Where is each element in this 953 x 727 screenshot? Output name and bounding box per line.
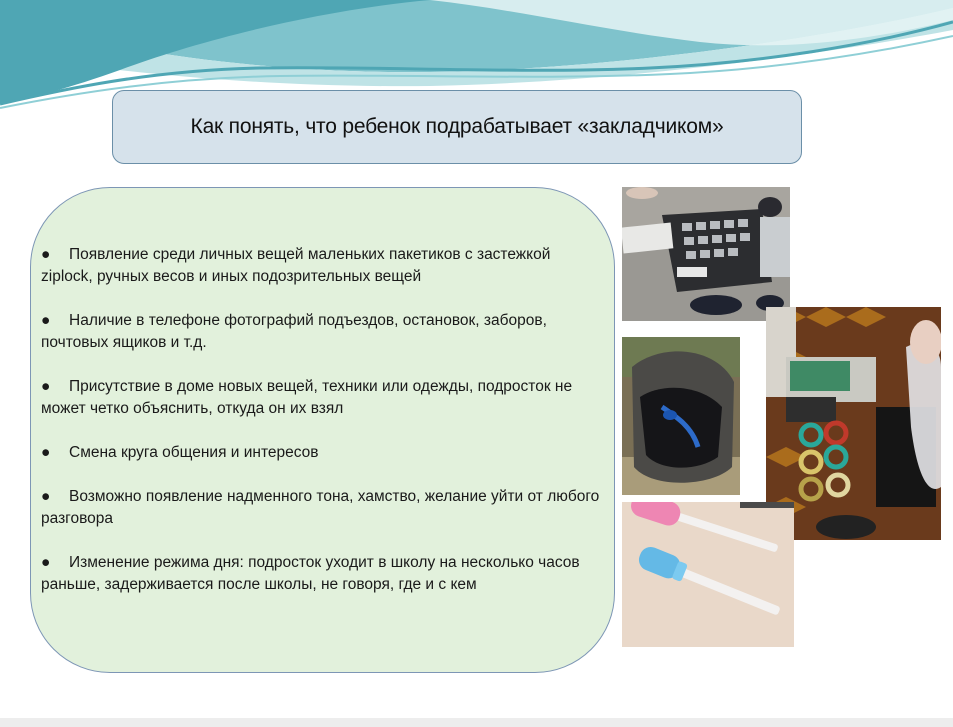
bullet-dot: ● bbox=[41, 246, 51, 263]
bullet-item bbox=[41, 376, 606, 420]
bullet-text: Смена круга общения и интересов bbox=[69, 444, 319, 461]
title-box bbox=[112, 90, 802, 164]
bullet-text: Возможно появление надменного тона, хамство, желание уйти от любого разговора bbox=[41, 488, 600, 527]
bullet-text: Присутствие в доме новых вещей, техники или одежды, подросток не может четко объяснить, откуда он их взял bbox=[41, 378, 573, 417]
tray-with-packets-photo bbox=[622, 187, 790, 321]
bullet-text: Наличие в телефоне фотографий подъездов, остановок, заборов, почтовых ящиков и т.д. bbox=[41, 312, 547, 351]
bullet-text: Изменение режима дня: подросток уходит в школу на несколько часов раньше, задерживается после школы, не говоря, где и с кем bbox=[41, 554, 580, 593]
bullet-item bbox=[41, 310, 606, 354]
open-backpack-photo bbox=[622, 337, 740, 495]
bullet-dot: ● bbox=[41, 378, 51, 395]
bullet-dot: ● bbox=[41, 444, 51, 461]
content-panel bbox=[30, 187, 615, 673]
bullet-item bbox=[41, 486, 606, 530]
bullet-dot: ● bbox=[41, 312, 51, 329]
bullet-dot: ● bbox=[41, 488, 51, 505]
bottom-strip bbox=[0, 718, 953, 727]
bullet-item bbox=[41, 552, 606, 596]
bullet-item bbox=[41, 244, 606, 288]
plastic-pipettes-photo bbox=[622, 502, 794, 647]
bullet-item bbox=[41, 442, 606, 464]
slide-title: Как понять, что ребенок подрабатывает «закладчиком» bbox=[190, 115, 724, 138]
bullet-list bbox=[41, 244, 606, 618]
bullet-text: Появление среди личных вещей маленьких пакетиков с застежкой ziplock, ручных весов и иных подозрительных вещей bbox=[41, 246, 551, 285]
bullet-dot: ● bbox=[41, 554, 51, 571]
